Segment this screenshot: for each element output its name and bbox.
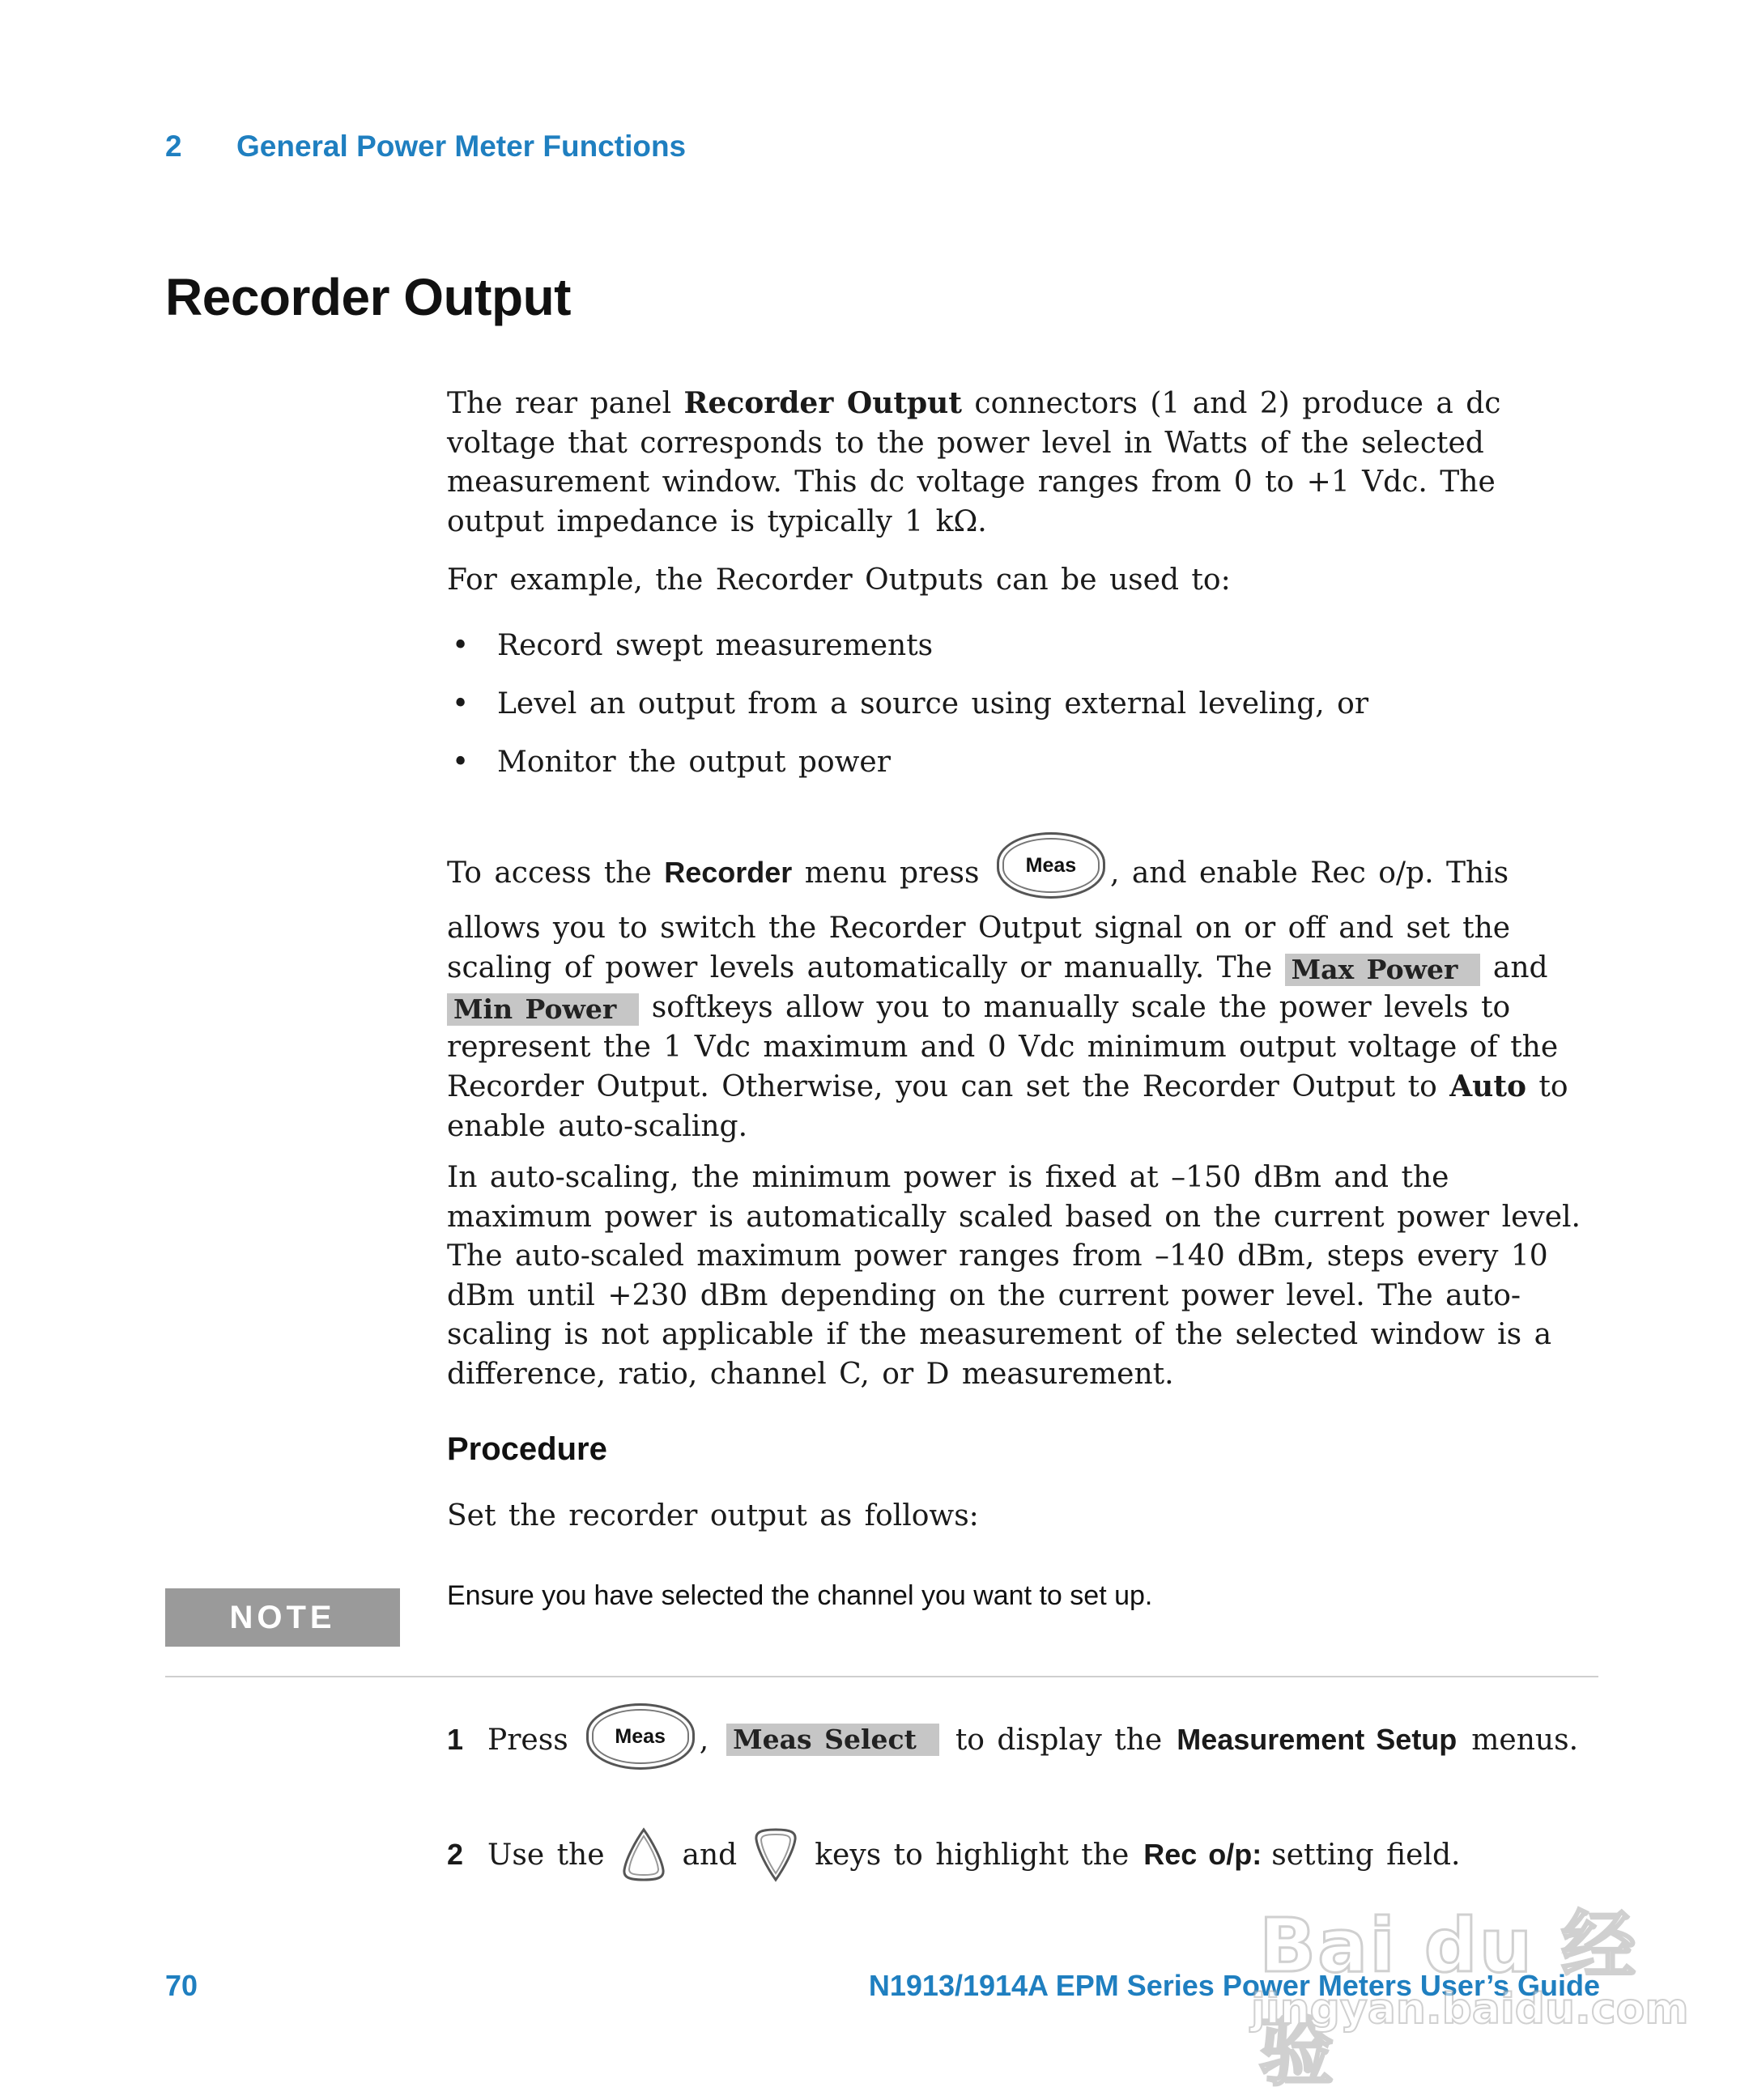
step-number: 2 <box>447 1838 464 1871</box>
list-item-text: Monitor the output power <box>497 746 891 779</box>
bullet-icon: • <box>452 746 470 779</box>
text: to enable auto-scaling. <box>447 1070 1568 1143</box>
meas-key-icon: Meas <box>997 832 1105 899</box>
watermark-brand: Bai du 经验 <box>1259 1902 1638 2096</box>
bullet-icon: • <box>452 629 470 662</box>
meas-select-softkey: Meas Select <box>726 1724 939 1756</box>
bold-term: Recorder <box>664 856 793 889</box>
text: , <box>699 1723 709 1757</box>
examples-list <box>447 627 1589 801</box>
text: setting field. <box>1271 1838 1461 1872</box>
step-number: 1 <box>447 1723 464 1756</box>
text: softkeys allow you to manually scale the power levels to represent the 1 Vdc maximum and 0 Vdc minimum output voltage of the Recorder Output. Otherwise, you can set the Recorder Output to <box>447 991 1559 1103</box>
text: and <box>682 1838 738 1872</box>
step-1 <box>447 1707 1578 1773</box>
bold-term: Measurement Setup <box>1177 1723 1458 1756</box>
text: For example, the Recorder Outputs can be used to: <box>447 563 1231 597</box>
list-item <box>447 685 1589 724</box>
up-arrow-key-icon <box>619 1826 668 1883</box>
examples-lead <box>447 561 1589 601</box>
meas-key-icon: Meas <box>586 1703 695 1770</box>
text: connectors (1 and 2) produce a dc voltage that corresponds to the power level in Watts of the selected measurement window. This dc voltage ranges from 0 to +1 Vdc. The output impedance is typically 1 kΩ. <box>447 387 1501 538</box>
text: In auto-scaling, the minimum power is fixed at –150 dBm and the maximum power is automatically scaled based on the current power level. The auto-scaled maximum power ranges from –140 dBm, steps every 10 dBm until +230 dBm depending on the current power level. The auto-scaling is not applicable if the measurement of the selected window is a difference, ratio, channel C, or D measurement. <box>447 1161 1581 1391</box>
text: menu press <box>792 857 992 890</box>
text: Use the <box>487 1838 605 1872</box>
bullet-icon: • <box>452 687 470 721</box>
text: keys to highlight the <box>815 1838 1130 1872</box>
bold-term: Recorder Output <box>683 386 962 420</box>
procedure-heading: Procedure <box>447 1431 607 1467</box>
section-title: Recorder Output <box>165 268 571 326</box>
watermark-url: jingyan.baidu.com <box>1251 1985 1689 2034</box>
chapter-number: 2 <box>165 130 182 163</box>
note-text: Ensure you have selected the channel you want to set up. <box>447 1580 1153 1611</box>
guide-title: N1913/1914A EPM Series Power Meters User’s Guide <box>868 1969 1600 2002</box>
list-item-text: Record swept measurements <box>497 629 934 662</box>
recorder-menu-paragraph <box>447 842 1589 1146</box>
auto-scaling-paragraph <box>447 1158 1589 1394</box>
bold-term: Rec o/p: <box>1143 1838 1262 1871</box>
text: Press <box>487 1723 568 1757</box>
list-item <box>447 627 1589 665</box>
text: to display the <box>955 1723 1163 1757</box>
min-power-softkey: Min Power <box>447 993 639 1026</box>
down-arrow-key-icon <box>751 1826 800 1883</box>
divider <box>165 1676 1598 1677</box>
procedure-intro: Set the recorder output as follows: <box>447 1499 979 1532</box>
text: menus. <box>1471 1723 1579 1757</box>
bold-term: Auto <box>1449 1069 1526 1103</box>
chapter-title: General Power Meter Functions <box>236 130 687 163</box>
watermark <box>1251 1886 1689 2096</box>
text: To access the <box>447 857 665 890</box>
step-2 <box>447 1826 1460 1883</box>
intro-paragraph <box>447 384 1589 542</box>
list-item-text: Level an output from a source using external leveling, or <box>497 687 1369 721</box>
list-item <box>447 743 1589 782</box>
text: , and enable Rec o/p. This allows you to switch the Recorder Output signal on or off and set the scaling of power levels automatically or manually. The <box>447 857 1511 984</box>
text: The rear panel <box>447 387 684 420</box>
page-number: 70 <box>165 1969 198 2002</box>
note-label: NOTE <box>165 1588 400 1647</box>
running-header <box>165 130 686 164</box>
max-power-softkey: Max Power <box>1285 954 1481 986</box>
text: and <box>1480 951 1548 984</box>
